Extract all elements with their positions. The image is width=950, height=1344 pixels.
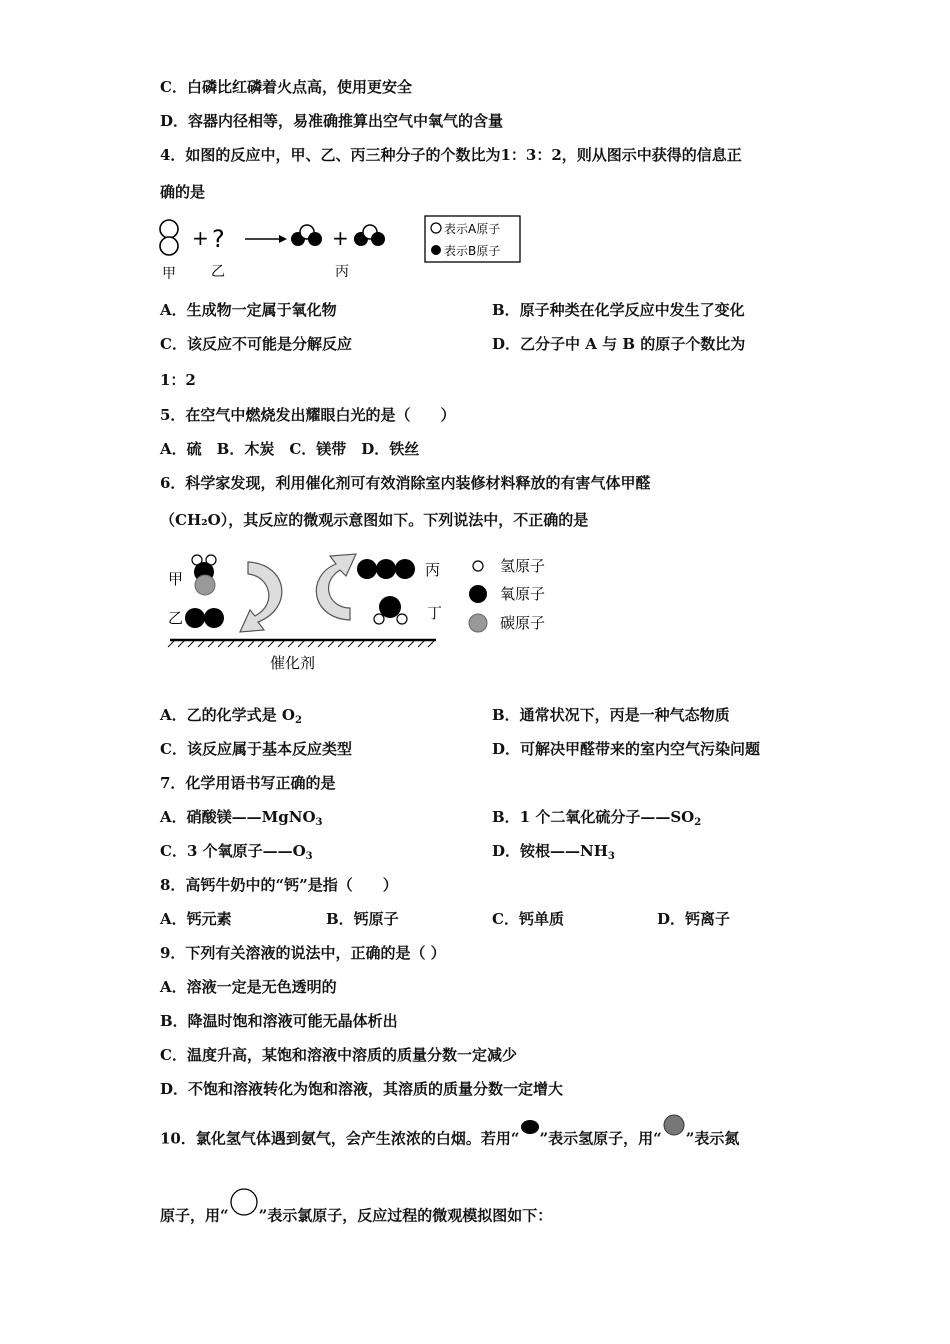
q4-option-d: D．乙分子中 A 与 B 的原子个数比为 <box>492 335 746 353</box>
q7-option-a <box>160 807 322 833</box>
q4-plus-sign: + <box>192 226 209 250</box>
q6-atom-h <box>397 614 407 624</box>
q6-legend-o: 氧原子 <box>500 585 546 603</box>
q7-option-b-subscript: 2 <box>694 817 702 828</box>
q4-legend-b-icon <box>431 245 441 255</box>
q10-stem-line1 <box>160 1126 739 1153</box>
q6-legend-h-icon <box>473 561 483 571</box>
q9-option-a: A．溶液一定是无色透明的 <box>160 978 337 996</box>
q4-label-bing: 丙 <box>335 264 349 280</box>
q6-catalyst-label: 催化剂 <box>270 654 316 672</box>
q6-option-b: B．通常状况下，丙是一种气态物质 <box>492 706 730 724</box>
q6-curved-arrow-down <box>240 562 282 632</box>
q6-label-yi: 乙 <box>168 609 184 627</box>
q6-option-a <box>160 705 302 731</box>
q7-option-d <box>492 841 615 867</box>
q4-option-d-continued: 1：2 <box>160 371 196 389</box>
q9-option-c: C．温度升高，某饱和溶液中溶质的质量分数一定减少 <box>160 1046 517 1064</box>
chlorine-atom-icon <box>229 1188 259 1221</box>
q6-legend-o-icon <box>469 585 487 603</box>
q4-stem-line1: 4．如图的反应中，甲、乙、丙三种分子的个数比为1：3：2，则从图示中获得的信息正 <box>160 146 742 164</box>
q4-legend-b: 表示B原子 <box>444 244 501 258</box>
q9-option-d: D．不饱和溶液转化为饱和溶液，其溶质的质量分数一定增大 <box>160 1080 564 1098</box>
q10-text-part1: 10．氯化氢气体遇到氨气，会产生浓浓的白烟。若用“ <box>160 1129 520 1148</box>
nitrogen-atom-icon <box>662 1114 686 1141</box>
q4-atom-a <box>160 220 178 238</box>
q6-atom-c <box>195 575 215 595</box>
q6-legend-h: 氢原子 <box>500 557 546 575</box>
q7-option-c <box>160 841 313 867</box>
q6-legend-c-icon <box>469 614 487 632</box>
q8-option-a: A．钙元素 <box>160 910 232 928</box>
q6-option-c: C．该反应属于基本反应类型 <box>160 740 352 758</box>
q8-stem: 8．高钙牛奶中的“钙”是指（ ） <box>160 876 398 894</box>
q4-option-c: C．该反应不可能是分解反应 <box>160 335 352 353</box>
q8-option-b: B．钙原子 <box>326 910 399 928</box>
q4-stem-line2: 确的是 <box>160 183 206 201</box>
q7-option-b <box>492 807 701 833</box>
q6-atom-o <box>185 608 205 628</box>
q4-arrow-head <box>279 235 287 243</box>
q5-options: A．硫 B．木炭 C．镁带 D．铁丝 <box>160 440 420 458</box>
q4-option-a: A．生成物一定属于氧化物 <box>160 301 337 319</box>
q6-option-a-subscript: 2 <box>294 715 302 726</box>
q6-atom-h <box>374 614 384 624</box>
q9-option-b: B．降温时饱和溶液可能无晶体析出 <box>160 1012 398 1030</box>
q5-stem: 5．在空气中燃烧发出耀眼白光的是（ ） <box>160 406 456 424</box>
q4-label-jia: 甲 <box>162 266 176 282</box>
q4-plus-sign: + <box>332 226 349 250</box>
q7-option-a-subscript: 3 <box>315 817 323 828</box>
q9-stem: 9．下列有关溶液的说法中，正确的是（ ） <box>160 944 446 962</box>
q6-label-ding: 丁 <box>427 604 443 622</box>
q4-legend-a-icon <box>431 223 441 233</box>
q7-option-c-text: C．3 个氧原子——O <box>160 842 306 860</box>
q4-question-mark: ? <box>212 225 225 253</box>
q8-option-d: D．钙离子 <box>657 910 731 928</box>
q4-atom-b <box>371 232 385 246</box>
q4-reaction-figure <box>155 212 535 284</box>
q3-option-c: C．白磷比红磷着火点高，使用更安全 <box>160 78 412 96</box>
q10-text-part2: ”表示氢原子，用“ <box>539 1129 662 1148</box>
q7-option-d-subscript: 3 <box>607 851 615 862</box>
q6-stem-line1: 6．科学家发现，利用催化剂可有效消除室内装修材料释放的有害气体甲醛 <box>160 474 651 492</box>
q6-atom-o <box>376 559 396 579</box>
q6-reaction-figure <box>160 548 580 678</box>
q6-stem-line2: （CH₂O），其反应的微观示意图如下。下列说法中，不正确的是 <box>160 511 589 529</box>
q6-option-d: D．可解决甲醛带来的室内空气污染问题 <box>492 740 761 758</box>
q6-curved-arrow-up <box>316 554 356 620</box>
q4-label-yi: 乙 <box>211 264 225 280</box>
q10-text-part3: ”表示氮 <box>685 1129 740 1148</box>
q6-label-bing: 丙 <box>425 561 441 579</box>
q6-atom-o <box>204 608 224 628</box>
q10-stem-line2 <box>160 1200 552 1233</box>
q6-atom-o <box>395 559 415 579</box>
hydrogen-atom-icon <box>520 1119 540 1140</box>
q10-text-part4: 原子，用“ <box>160 1206 229 1225</box>
q6-catalyst-hatching <box>168 641 434 647</box>
q8-option-c: C．钙单质 <box>492 910 564 928</box>
q7-option-d-text: D．铵根——NH <box>492 842 608 860</box>
q7-stem: 7．化学用语书写正确的是 <box>160 774 336 792</box>
q4-atom-b <box>308 232 322 246</box>
q4-option-b: B．原子种类在化学反应中发生了变化 <box>492 301 745 319</box>
q6-atom-o <box>357 559 377 579</box>
q3-option-d: D．容器内径相等，易准确推算出空气中氧气的含量 <box>160 112 504 130</box>
q6-legend-c: 碳原子 <box>500 614 546 632</box>
q7-option-b-text: B．1 个二氧化硫分子——SO <box>492 808 695 826</box>
q4-legend-a: 表示A原子 <box>444 222 501 236</box>
q7-option-c-subscript: 3 <box>305 851 313 862</box>
q10-text-part5: ”表示氯原子，反应过程的微观模拟图如下： <box>258 1206 553 1225</box>
q7-option-a-text: A．硝酸镁——MgNO <box>160 808 316 826</box>
q4-atom-a <box>160 237 178 255</box>
q6-label-jia: 甲 <box>168 570 184 588</box>
q6-option-a-text: A．乙的化学式是 O <box>160 706 295 724</box>
